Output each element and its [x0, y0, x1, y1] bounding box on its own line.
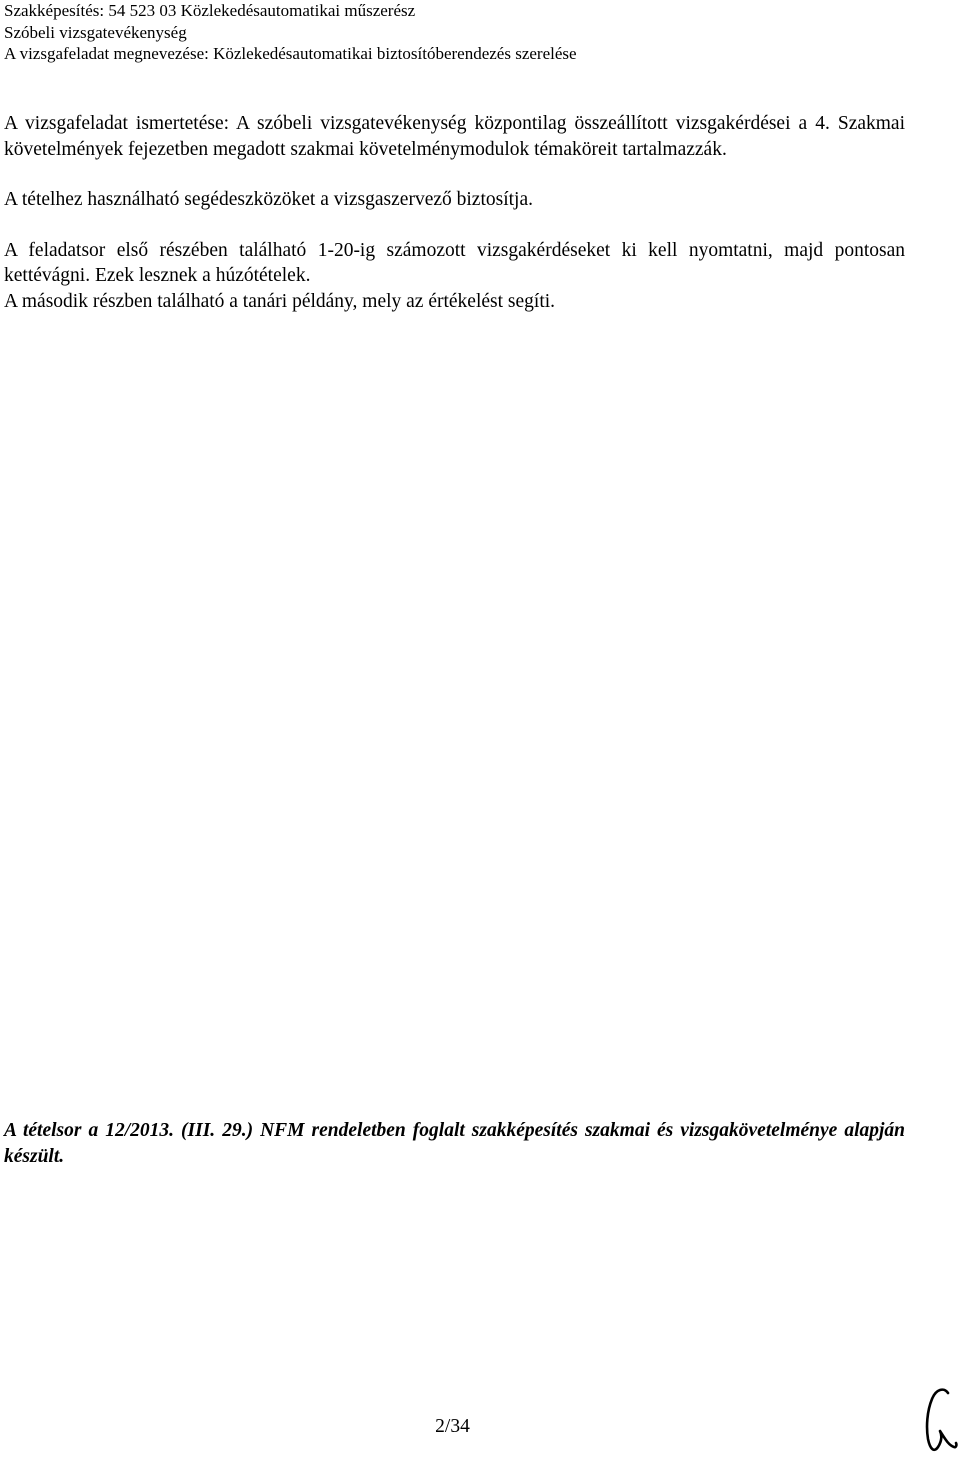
handwritten-signature-icon	[918, 1385, 958, 1457]
page-header	[4, 0, 954, 65]
legal-basis-note: A tételsor a 12/2013. (III. 29.) NFM rendeletben foglalt szakképesítés szakmai és vizsgakövetelménye alapján készült.	[4, 1120, 905, 1167]
page-number: 2/34	[435, 1416, 470, 1437]
task-description-paragraph: A vizsgafeladat ismertetése: A szóbeli vizsgatevékenység központilag összeállított vizsgakérdései a 4. Szakmai követelmények fejezetben megadott szakmai követelménymodulok témaköreit tartalmazzák.	[4, 113, 905, 160]
teacher-copy-paragraph: A második részben található a tanári példány, mely az értékelést segíti.	[4, 290, 556, 312]
header-exam-activity: Szóbeli vizsgatevékenység	[4, 22, 187, 42]
header-task-name: A vizsgafeladat megnevezése: Közlekedésautomatikai biztosítóberendezés szerelése	[4, 44, 577, 63]
header-qualification: Szakképesítés: 54 523 03 Közlekedésautomatikai műszerész	[4, 1, 416, 20]
instructions-paragraph: A feladatsor első részében található 1-20-ig számozott vizsgakérdéseket ki kell nyomtatni, majd pontosan kettévágni. Ezek lesznek a húzótételek.	[4, 239, 905, 286]
document-body	[4, 111, 905, 314]
tools-paragraph: A tételhez használható segédeszközöket a vizsgaszervező biztosítja.	[4, 189, 533, 210]
